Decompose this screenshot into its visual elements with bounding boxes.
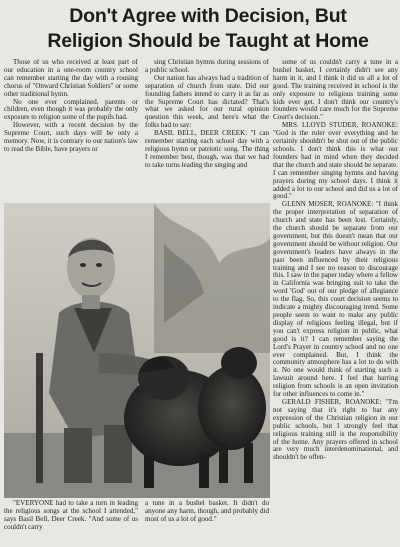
photo-man-with-sheep <box>4 203 270 498</box>
photo-caption-continued <box>145 500 269 524</box>
article-column-1 <box>4 59 138 204</box>
caption-text-continued: a tune in a bushel basket. It didn't do anyone any harm, though, and probably did most of us a lot of good." <box>145 499 269 523</box>
photo-caption <box>4 500 138 532</box>
article-column-2 <box>145 59 269 204</box>
paragraph: Our nation has always had a tradition of separation of church from state. Did our founding fathers intend to carry it as far as the Supreme Court has dictated? That's what we asked for our rural opinion question this week, and here's what the folks had to say: <box>145 73 269 130</box>
paragraph: No one ever complained, parents or children, even though it was probably the only exposure to religion some of the pupils had. <box>4 97 138 122</box>
paragraph: sing Christian hymns during sessions of a public school. <box>145 59 269 74</box>
paragraph: BASIL BELL, DEER CREEK: "I can remember starting each school day with a religious hymn or patriotic song. The thing I remember best, though, was that we had to take turns leading the singing and <box>145 129 269 169</box>
paragraph: some of us couldn't carry a tune in a bushel basket, I certainly didn't see any harm in it, and I think it did us all a lot of good. The training received in school is the only exposure to religious training some kids ever get. I don't think our country's founders would care much for the Supreme Court's decision." <box>273 59 398 122</box>
paragraph: GLENN MOSER, ROANOKE: "I think the proper interpretation of separation of church and state has been lost. Certainly, the church should be separate from our government, but this doesn't mean that our government should be without religion. Our government's leaders have always in the past been influenced by their religious training and I see no reason to discourage this. I saw in the paper today where a fellow in California was bringing suit to take the word 'God' out of our pledge of allegiance to the flag. So, this court decision seems to indicate a mighty discouraging trend. Some people seem to want to make any public display of religious feeling illegal, but if you can't express religion in public, what good is it? I can remember saying the Lord's Prayer in country school and no one ever complained. But, I think the community atmosphere has a lot to do with it. No one would think of starting such a lawsuit around here. I feel that barring religion from schools is an open invitation for other influences to come in." <box>273 200 398 399</box>
paragraph: However, with a recent decision by the Supreme Court, such days will be only a memory. Now, it is contrary to our nation's law to read the Bible, have prayers or <box>4 121 138 153</box>
paragraph: GERALD FISHER, ROANOKE: "I'm not saying that it's right to bar any expression of the Christian religion in our public schools, but I strongly feel that religious training still is the responsibility of the home. Any prayers offered in school are very much interdenominational, and shouldn't be offen- <box>273 397 398 462</box>
paragraph: MRS. LLOYD STUDER, ROANOKE: "God is the ruler over everything and he certainly shouldn't be shut out of the public schools. I don't think this is what our founders had in mind when they decided that the church and state should be separate. I can remember singing hymns and having prayers during my school days. I think it added a lot to our school and did us a lot of good." <box>273 121 398 201</box>
photo-illustration <box>4 203 270 498</box>
headline <box>18 4 398 54</box>
caption-text: "EVERYONE had to take a turn in leading the religious songs at the school I attended," says Basil Bell, Deer Creek. "And some of us couldn't carry <box>4 499 138 531</box>
article-column-3 <box>273 59 398 547</box>
paragraph: Those of us who received at least part of our education in a one-room country school can remember starting the day with a rousing chorus of "Onward Christian Soldiers" or some other traditional hymn. <box>4 59 138 98</box>
headline-line-2: Religion Should be Taught at Home <box>47 30 369 52</box>
headline-line-1: Don't Agree with Decision, But <box>69 5 347 27</box>
